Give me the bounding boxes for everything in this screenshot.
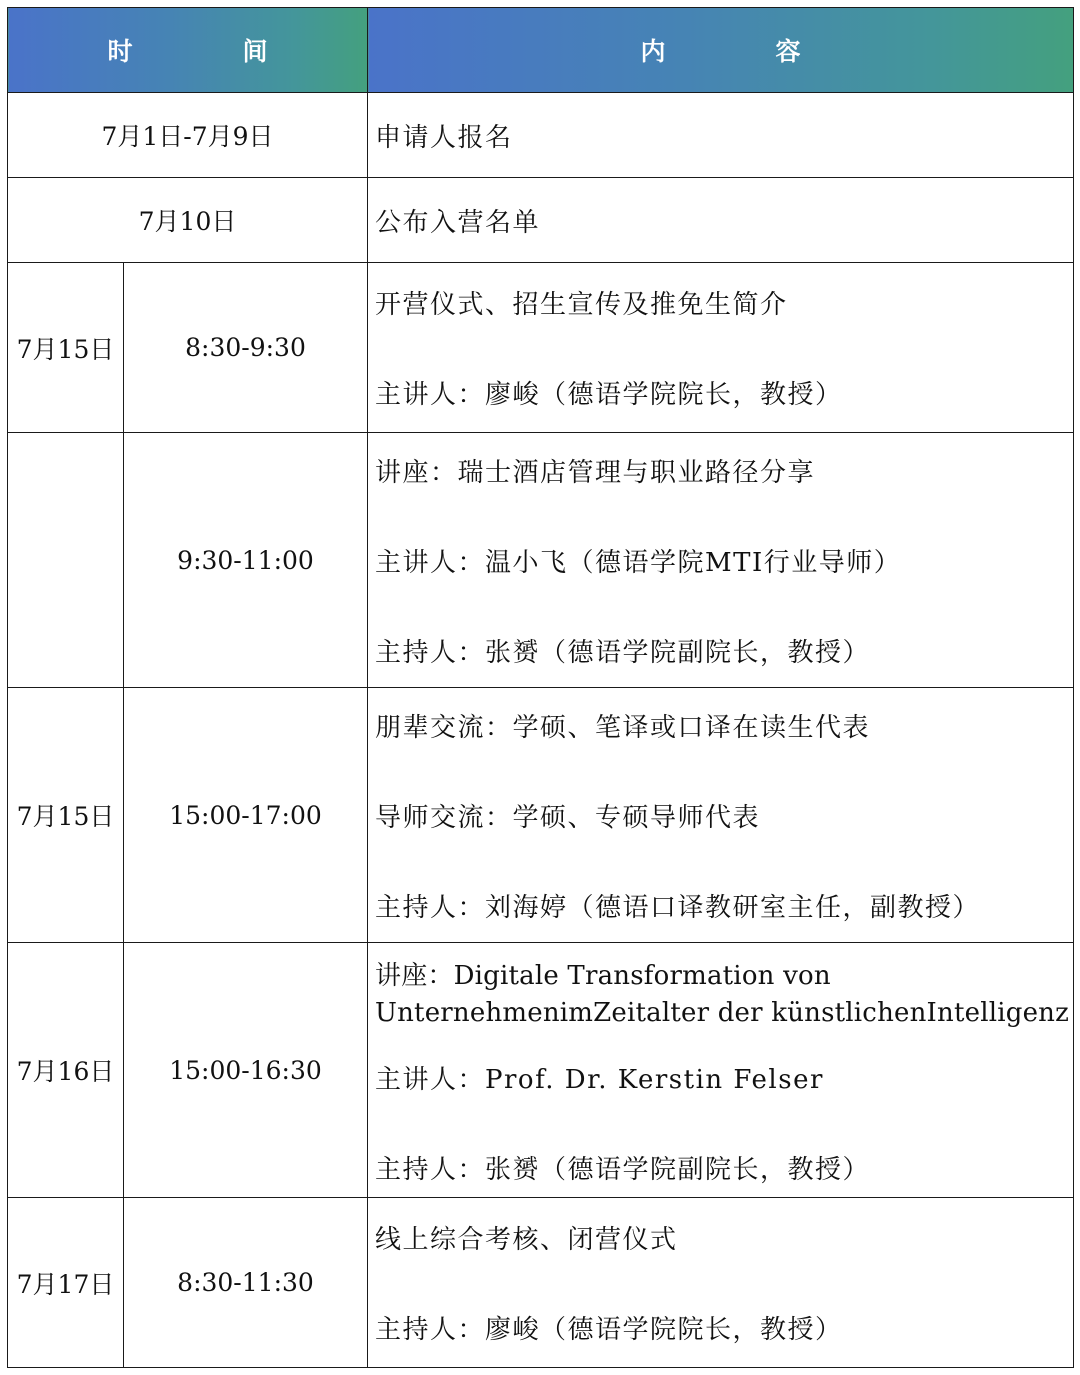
- content-cell: [368, 178, 1074, 263]
- content-cell: [368, 1198, 1074, 1368]
- table-row: [8, 93, 1074, 178]
- date-cell: 7月15日: [8, 688, 124, 943]
- date-cell: 7月16日: [8, 943, 124, 1198]
- date-cell: [8, 433, 124, 688]
- content-header-char1: 内: [640, 37, 666, 66]
- header-row: [8, 8, 1074, 93]
- content-line: 主讲人：温小飞（德语学院MTI行业导师）: [375, 547, 902, 578]
- time-column-header: [8, 8, 368, 93]
- date-cell: 7月15日: [8, 263, 124, 433]
- time-header-char1: 时: [107, 37, 133, 66]
- content-line: 线上综合考核、闭营仪式: [375, 1225, 678, 1255]
- content-column-header: [368, 8, 1074, 93]
- time-cell: 15:00-16:30: [124, 943, 368, 1198]
- content-cell: [368, 433, 1074, 688]
- content-line: 主持人：张赟（德语学院副院长，教授）: [375, 637, 871, 668]
- content-line: 讲座：Digitale Transformation von: [375, 960, 831, 991]
- content-line: 朋辈交流：学硕、笔译或口译在读生代表: [375, 712, 871, 743]
- date-cell: 7月17日: [8, 1198, 124, 1368]
- content-line: 讲座：瑞士酒店管理与职业路径分享: [375, 457, 816, 488]
- content-line: 主持人：廖峻（德语学院院长，教授）: [375, 1315, 843, 1345]
- table-row: [8, 433, 1074, 688]
- time-header-char2: 间: [242, 37, 268, 66]
- content-line: 主讲人：廖峻（德语学院院长，教授）: [375, 380, 843, 410]
- date-cell: 7月1日-7月9日: [8, 93, 368, 178]
- content-line: UnternehmenimZeitalter der künstlichenIntelligenz: [375, 997, 1070, 1028]
- content-line: 导师交流：学硕、专硕导师代表: [375, 802, 761, 833]
- schedule-table: [7, 7, 1074, 1368]
- content-cell: [368, 943, 1074, 1198]
- time-cell: 8:30-9:30: [124, 263, 368, 433]
- date-cell: 7月10日: [8, 178, 368, 263]
- content-cell: [368, 263, 1074, 433]
- time-cell: 9:30-11:00: [124, 433, 368, 688]
- table-row: [8, 943, 1074, 1198]
- content-line: 主持人：张赟（德语学院副院长，教授）: [375, 1154, 871, 1185]
- content-header-char2: 容: [775, 37, 801, 66]
- table-row: [8, 178, 1074, 263]
- table-row: [8, 1198, 1074, 1368]
- content-cell: [368, 93, 1074, 178]
- content-line: 主持人：刘海婷（德语口译教研室主任，副教授）: [375, 892, 981, 923]
- content-line: 申请人报名: [375, 122, 513, 153]
- table-row: [8, 263, 1074, 433]
- content-line: 主讲人：Prof. Dr. Kerstin Felser: [375, 1064, 824, 1095]
- content-line: 开营仪式、招生宣传及推免生简介: [375, 290, 788, 320]
- content-line: 公布入营名单: [375, 207, 541, 238]
- time-cell: 8:30-11:30: [124, 1198, 368, 1368]
- table-row: [8, 688, 1074, 943]
- content-cell: [368, 688, 1074, 943]
- time-cell: 15:00-17:00: [124, 688, 368, 943]
